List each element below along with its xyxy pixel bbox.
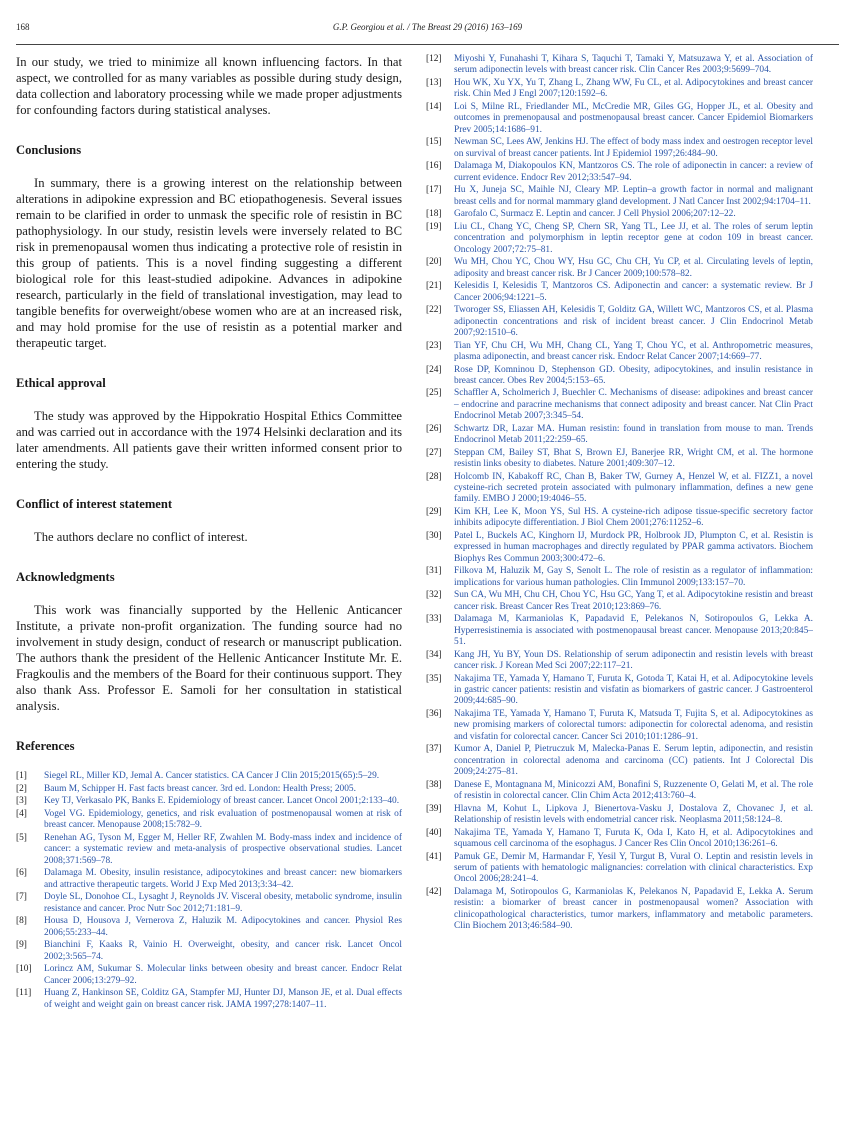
reference-number: [37] <box>426 744 442 755</box>
reference-number: [16] <box>426 161 442 172</box>
reference-item <box>16 916 402 939</box>
reference-number: [23] <box>426 340 442 351</box>
reference-number: [42] <box>426 886 442 897</box>
reference-number: [6] <box>16 868 27 879</box>
reference-number: [36] <box>426 709 442 720</box>
reference-link[interactable]: Housa D, Housova J, Vernerova Z, Haluzik M. Adipocytokines and cancer. Physiol Res 2006;55:233–44. <box>44 916 402 938</box>
reference-item <box>16 868 402 891</box>
reference-number: [18] <box>426 209 442 220</box>
reference-link[interactable]: Filkova M, Haluzik M, Gay S, Senolt L. The role of resistin as a regulator of inflammation: implications for various human pathologies. Clin Immunol 2009;133:157–70. <box>454 566 813 588</box>
reference-item <box>16 988 402 1011</box>
reference-link[interactable]: Schaffler A, Scholmerich J, Buechler C. Mechanisms of disease: adipokines and breast cancer – endocrine and paracrine mechanisms that connect adiposity and breast cancer. Nat Clin Pract Endocrinol Metab 2007;3:345–54. <box>454 388 813 422</box>
reference-item <box>426 185 813 208</box>
reference-link[interactable]: Lorincz AM, Sukumar S. Molecular links between obesity and breast cancer. Endocr Relat Cancer 2006;13:279–92. <box>44 964 402 986</box>
reference-link[interactable]: Hou WK, Xu YX, Yu T, Zhang L, Zhang WW, Fu CL, et al. Adipocytokines and breast cancer risk. Chin Med J Engl 2007;120:1592–6. <box>454 77 813 100</box>
left-column <box>16 54 402 1012</box>
reference-link[interactable]: Schwartz DR, Lazar MA. Human resistin: found in translation from mouse to man. Trends Endocrinol Metab 2011;22:259–65. <box>454 423 813 446</box>
reference-number: [15] <box>426 137 442 148</box>
section-heading-conclusions: Conclusions <box>16 143 82 157</box>
reference-item <box>426 78 813 101</box>
reference-number: [3] <box>16 796 27 807</box>
reference-item <box>426 852 813 886</box>
reference-item <box>426 209 813 220</box>
reference-link[interactable]: Siegel RL, Miller KD, Jemal A. Cancer statistics. CA Cancer J Clin 2015;2015(65):5–29. <box>44 771 380 781</box>
reference-item <box>426 614 813 648</box>
reference-number: [13] <box>426 77 442 88</box>
reference-link[interactable]: Baum M, Schipper H. Fast facts breast cancer. 3rd ed. London: Health Press; 2005. <box>44 783 356 794</box>
reference-link[interactable]: Kumor A, Daniel P, Pietruczuk M, Malecka-Panas E. Serum leptin, adiponectin, and resistin concentration in colorectal adenoma and carcinoma (CC) patients. Int J Colorectal Dis 2009;24:275–81. <box>454 744 813 778</box>
reference-item <box>16 964 402 987</box>
reference-number: [24] <box>426 364 442 375</box>
reference-number: [9] <box>16 940 27 951</box>
reference-link[interactable]: Nakajima TE, Yamada Y, Hamano T, Furuta K, Gotoda T, Katai H, et al. Adipocytokine levels in gastric cancer patients: resistin and visfatin as biomarkers of gastric cancer. J Gastroenterol 2009;44:685–90. <box>454 673 813 707</box>
reference-link[interactable]: Key TJ, Verkasalo PK, Banks E. Epidemiology of breast cancer. Lancet Oncol 2001;2:133–40. <box>44 796 400 807</box>
intro-paragraph: In our study, we tried to minimize all known influencing factors. In that aspect, we controlled for as many variables as possible during study design, data collection and laboratory processing while we made proper adjustments for confounding factors during statistical analyses. <box>16 55 402 117</box>
right-column <box>426 54 813 934</box>
reference-item <box>16 892 402 915</box>
reference-link[interactable]: Patel L, Buckels AC, Kinghorn IJ, Murdock PR, Holbrook JD, Plumpton C, et al. Resistin is expressed in human macrophages and directly regulated by PPAR gamma activators. Biochem Biophys Res Commun 2003;300:472–6. <box>454 531 813 564</box>
reference-number: [30] <box>426 531 442 542</box>
reference-number: [5] <box>16 832 27 843</box>
reference-link[interactable]: Huang Z, Hankinson SE, Colditz GA, Stampfer MJ, Hunter DJ, Manson JE, et al. Dual effects of weight and weight gain on breast cancer risk. JAMA 1997;278:1407–11. <box>44 988 402 1010</box>
reference-item <box>426 887 813 932</box>
reference-link[interactable]: Hlavna M, Kohut L, Lipkova J, Bienertova-Vasku J, Dostalova Z, Chovanec J, et al. Relationship of resistin levels with endometrial cancer risk. Neoplasma 2011;58:124–8. <box>454 803 813 826</box>
reference-link[interactable]: Nakajima TE, Yamada Y, Hamano T, Furuta K, Oda I, Kato H, et al. Adipocytokines and squamous cell carcinoma of the esophagus. J Cancer Res Clin Oncol 2010;136:261–6. <box>454 827 813 849</box>
reference-link[interactable]: Doyle SL, Donohoe CL, Lysaght J, Reynolds JV. Visceral obesity, metabolic syndrome, insulin resistance and cancer. Proc Nutr Soc 2012;71:181–9. <box>44 892 402 914</box>
reference-item <box>16 771 402 782</box>
reference-link[interactable]: Renehan AG, Tyson M, Egger M, Heller RF, Zwahlen M. Body-mass index and incidence of cancer: a systematic review and meta-analysis of prospective observational studies. Lancet 2008;371:569–78. <box>44 832 402 866</box>
reference-link[interactable]: Sun CA, Wu MH, Chu CH, Chou YC, Hsu GC, Yang T, et al. Adipocytokine resistin and breast cancer risk. Breast Cancer Res Treat 2010;123:869–76. <box>454 590 813 612</box>
references-list-left <box>16 771 402 1011</box>
reference-number: [8] <box>16 916 27 927</box>
reference-item <box>426 780 813 803</box>
reference-item <box>426 507 813 530</box>
reference-link[interactable]: Wu MH, Chou YC, Chou WY, Hsu GC, Chu CH, Yu CP, et al. Circulating levels of leptin, adiposity and breast cancer risk. Br J Cancer 2009;100:578–82. <box>454 257 813 279</box>
reference-link[interactable]: Hu X, Juneja SC, Maihle NJ, Cleary MP. Leptin–a growth factor in normal and malignant breast cells and for normal mammary gland development. J Natl Cancer Inst 2002;94:1704–11. <box>454 185 813 207</box>
reference-number: [41] <box>426 851 442 862</box>
reference-number: [35] <box>426 673 442 684</box>
reference-item <box>426 388 813 422</box>
reference-number: [31] <box>426 566 442 577</box>
reference-number: [28] <box>426 471 442 482</box>
reference-number: [39] <box>426 803 442 814</box>
reference-number: [22] <box>426 305 442 316</box>
reference-link[interactable]: Holcomb IN, Kabakoff RC, Chan B, Baker TW, Gurney A, Henzel W, et al. FIZZ1, a novel cysteine-rich secreted protein associated with pulmonary inflammation, defines a new gene family. EMBO J 2000;19:4046–55. <box>454 471 813 505</box>
reference-link[interactable]: Loi S, Milne RL, Friedlander ML, McCredie MR, Giles GG, Hopper JL, et al. Obesity and outcomes in premenopausal and postmenopausal breast cancer. Cancer Epidemiol Biomarkers Prev 2005;14:1686–91. <box>454 101 813 135</box>
reference-item <box>16 940 402 963</box>
section-heading-ethical-approval: Ethical approval <box>16 376 106 390</box>
reference-link[interactable]: Newman SC, Lees AW, Jenkins HJ. The effect of body mass index and oestrogen receptor level on survival of breast cancer patients. Int J Epidemiol 1997;26:484–90. <box>454 137 813 159</box>
reference-item <box>426 424 813 447</box>
header-rule <box>16 44 839 45</box>
reference-number: [14] <box>426 101 442 112</box>
reference-item <box>426 448 813 471</box>
reference-item <box>426 828 813 851</box>
section-text-acknowledgments: This work was financially supported by the Hellenic Anticancer Institute, a private non-profit organization. The funding source had no involvement in study design, conduct of research or manuscript publication. The authors thank the president of the Hellenic Anticancer Institute Mr. E. Fragkoulis and the members of the Board for their continuous support. They also thank Ass. Professor E. Samoli for her consultation in statistical analysis. <box>16 603 402 713</box>
reference-number: [12] <box>426 54 442 64</box>
reference-link[interactable]: Tworoger SS, Eliassen AH, Kelesidis T, Golditz GA, Willett WC, Mantzoros CS, et al. Plasma adiponectin concentrations and risk of incident breast cancer. J Clin Endocrinol Metab 2007;92:1510–6. <box>454 305 813 338</box>
reference-link[interactable]: Nakajima TE, Yamada Y, Hamano T, Furuta K, Matsuda T, Fujita S, et al. Adipocytokines as new promising markers of colorectal tumors: adiponectin for colorectal adenoma, and resistin and visfatin for colorectal cancer. Cancer Sci 2010;101:1286–91. <box>454 709 813 742</box>
page-header <box>16 22 839 38</box>
reference-item <box>16 784 402 795</box>
reference-link[interactable]: Kim KH, Lee K, Moon YS, Sul HS. A cysteine-rich adipose tissue-specific secretory factor inhibits adipocyte differentiation. J Biol Chem 2001;276:11252–6. <box>454 507 813 529</box>
reference-number: [19] <box>426 221 442 232</box>
reference-link[interactable]: Vogel VG. Epidemiology, genetics, and risk evaluation of postmenopausal women at risk of breast cancer. Menopause 2008;15:782–9. <box>44 808 402 831</box>
reference-item <box>426 674 813 708</box>
reference-link[interactable]: Tian YF, Chu CH, Wu MH, Chang CL, Yang T, Chou YC, et al. Anthropometric measures, plasma adiponectin, and breast cancer risk. Endocr Relat Cancer 2007;14:669–77. <box>454 340 813 362</box>
section-text-conclusions: In summary, there is a growing interest on the relationship between alterations in adipokine expression and BC etiopathogenesis. Several issues remain to be clarified in order to unmask the specific role of resistin in BC pathophysiology. In our study, resistin levels were inversely related to BC risk in premenopausal women thus indicating a protective role of resistin in this group of patients. This is a novel finding suggesting a different biological role for this least-studied adipokine. Advances in adipokine research, particularly in the field of translational investigation, may lead to tangible benefits for overweight/obese women who are at an increased risk, and may hold promise for the use of resistin as a potential marker and therapeutic target. <box>16 176 402 350</box>
reference-link[interactable]: Liu CL, Chang YC, Cheng SP, Chern SR, Yang TL, Lee JJ, et al. The roles of serum leptin concentration and polymorphism in leptin receptor gene at codon 109 in breast cancer. Oncology 2007;72:75–81. <box>454 221 813 255</box>
reference-link[interactable]: Bianchini F, Kaaks R, Vainio H. Overweight, obesity, and cancer risk. Lancet Oncol 2002;3:565–74. <box>44 940 402 962</box>
reference-number: [25] <box>426 388 442 399</box>
reference-number: [10] <box>16 964 32 975</box>
running-title: G.P. Georgiou et al. / The Breast 29 (2016) 163–169 <box>332 22 523 32</box>
reference-item <box>426 566 813 589</box>
reference-item <box>426 365 813 388</box>
reference-number: [21] <box>426 281 442 292</box>
section-text-ethical-approval: The study was approved by the Hippokratio Hospital Ethics Committee and was carried out in accordance with the 1974 Helsinki declaration and its later amendments. All patients gave their written informed consent prior to entering the study. <box>16 409 402 471</box>
reference-number: [11] <box>16 988 32 999</box>
reference-item <box>426 590 813 613</box>
page-number: 168 <box>16 22 30 32</box>
reference-item <box>426 472 813 506</box>
reference-number: [7] <box>16 892 27 903</box>
reference-item <box>426 531 813 565</box>
reference-number: [4] <box>16 808 27 819</box>
reference-number: [33] <box>426 614 442 625</box>
reference-number: [26] <box>426 423 442 434</box>
reference-item <box>426 744 813 778</box>
reference-item <box>426 709 813 743</box>
reference-link[interactable]: Miyoshi Y, Funahashi T, Kihara S, Taquchi T, Tamaki Y, Matsuzawa Y, et al. Association of serum adiponectin levels with breast cancer risk. Clin Cancer Res 2003;9:5699–704. <box>454 54 813 76</box>
reference-link[interactable]: Pamuk GE, Demir M, Harmandar F, Yesil Y, Turgut B, Vural O. Leptin and resistin levels in serum of patients with hematologic malignancies: correlation with clinical characteristics. Exp Oncol 2006;28:241–4. <box>454 851 813 885</box>
references-heading: References <box>16 739 75 753</box>
reference-item <box>426 222 813 256</box>
reference-link[interactable]: Steppan CM, Bailey ST, Bhat S, Brown EJ, Banerjee RR, Wright CM, et al. The hormone resistin links obesity to diabetes. Nature 2001;409:307–12. <box>454 447 813 470</box>
reference-number: [34] <box>426 649 442 660</box>
reference-item <box>426 650 813 673</box>
reference-number: [27] <box>426 447 442 458</box>
reference-item <box>16 796 402 807</box>
references-list-right <box>426 54 813 932</box>
reference-number: [38] <box>426 779 442 790</box>
reference-item <box>426 102 813 136</box>
reference-link[interactable]: Garofalo C, Surmacz E. Leptin and cancer. J Cell Physiol 2006;207:12–22. <box>454 209 736 220</box>
reference-link[interactable]: Dalamaga M, Karmaniolas K, Papadavid E, Pelekanos N, Sotiropoulos G, Lekka A. Hyperresistinemia is associated with postmenopausal breast cancer. Menopause 2013;20:845–51. <box>454 614 813 648</box>
reference-link[interactable]: Rose DP, Komninou D, Stephenson GD. Obesity, adipocytokines, and insulin resistance in breast cancer. Obes Rev 2004;5:153–65. <box>454 364 813 386</box>
section-heading-conflict-of-interest: Conflict of interest statement <box>16 497 173 511</box>
reference-number: [2] <box>16 783 27 794</box>
reference-number: [17] <box>426 185 442 196</box>
reference-number: [29] <box>426 507 442 518</box>
reference-link[interactable]: Kelesidis I, Kelesidis T, Mantzoros CS. Adiponectin and cancer: a systematic review. Br J Cancer 2006;94:1221–5. <box>454 281 813 303</box>
reference-number: [1] <box>16 771 27 781</box>
reference-link[interactable]: Danese E, Montagnana M, Minicozzi AM, Bonafini S, Ruzzenente O, Gelati M, et al. The role of resistin in colorectal cancer. Clin Chim Acta 2012;413:760–4. <box>454 779 813 802</box>
reference-item <box>426 281 813 304</box>
reference-item <box>426 54 813 77</box>
reference-link[interactable]: Dalamaga M. Obesity, insulin resistance, adipocytokines and breast cancer: new biomarkers and attractive therapeutic targets. World J Exp Med 2013;3:34–42. <box>44 868 402 890</box>
reference-item <box>426 305 813 339</box>
reference-link[interactable]: Dalamaga M, Sotiropoulos G, Karmaniolas K, Pelekanos N, Papadavid E, Lekka A. Serum resistin: a biomarker of breast cancer in postmenopausal women? Association with clinicopathological characteristics, tumor markers, inflammatory and metabolic parameters. Clin Biochem 2013;46:584–90. <box>454 886 813 931</box>
reference-item <box>426 341 813 364</box>
reference-number: [32] <box>426 590 442 601</box>
reference-item <box>426 257 813 280</box>
reference-item <box>16 809 402 832</box>
reference-number: [40] <box>426 827 442 838</box>
reference-item <box>426 804 813 827</box>
reference-item <box>16 833 402 867</box>
reference-item <box>426 137 813 160</box>
reference-number: [20] <box>426 257 442 268</box>
reference-item <box>426 161 813 184</box>
section-heading-acknowledgments: Acknowledgments <box>16 570 115 584</box>
reference-link[interactable]: Dalamaga M, Diakopoulos KN, Mantzoros CS. The role of adiponectin in cancer: a review of current evidence. Endocr Rev 2012;33:547–94. <box>454 161 813 183</box>
section-text-conflict-of-interest: The authors declare no conflict of interest. <box>34 530 248 544</box>
reference-link[interactable]: Kang JH, Yu BY, Youn DS. Relationship of serum adiponectin and resistin levels with breast cancer risk. J Korean Med Sci 2007;22:117–21. <box>454 649 813 672</box>
